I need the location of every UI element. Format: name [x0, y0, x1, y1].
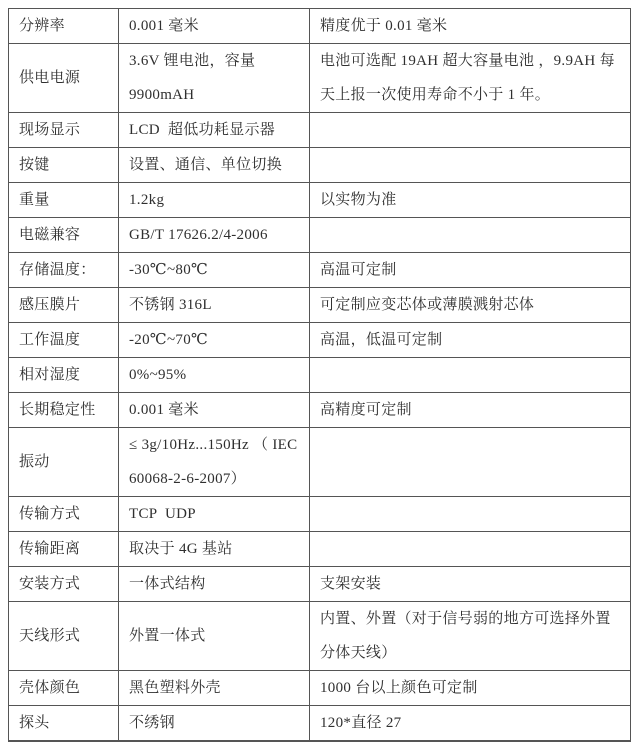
spec-value-cell: 取决于 4G 基站	[119, 532, 310, 567]
spec-value-cell: -20℃~70℃	[119, 323, 310, 358]
spec-note-cell	[310, 218, 631, 253]
spec-name-cell: 分辨率	[9, 9, 119, 44]
spec-value-cell: 外置一体式	[119, 602, 310, 671]
spec-name-cell: 现场显示	[9, 113, 119, 148]
spec-value-cell: 不绣钢	[119, 706, 310, 742]
spec-table	[8, 8, 631, 742]
spec-note-cell: 支架安装	[310, 567, 631, 602]
spec-note-cell	[310, 497, 631, 532]
spec-name-cell: 按键	[9, 148, 119, 183]
spec-note-cell: 1000 台以上颜色可定制	[310, 671, 631, 706]
spec-note-cell: 精度优于 0.01 毫米	[310, 9, 631, 44]
spec-name-cell: 壳体颜色	[9, 671, 119, 706]
spec-name-cell: 重量	[9, 183, 119, 218]
spec-note-cell	[310, 428, 631, 497]
table-row	[9, 671, 631, 706]
table-row	[9, 532, 631, 567]
spec-value-cell: 1.2kg	[119, 183, 310, 218]
spec-name-cell: 感压膜片	[9, 288, 119, 323]
spec-value-cell: 设置、通信、单位切换	[119, 148, 310, 183]
spec-value-cell: LCD 超低功耗显示器	[119, 113, 310, 148]
table-row	[9, 428, 631, 497]
table-row	[9, 183, 631, 218]
spec-value-cell: -30℃~80℃	[119, 253, 310, 288]
spec-value-cell: 0%~95%	[119, 358, 310, 393]
table-row	[9, 9, 631, 44]
spec-table-body	[9, 9, 631, 742]
table-row	[9, 113, 631, 148]
spec-value-cell: 0.001 毫米	[119, 9, 310, 44]
table-row	[9, 253, 631, 288]
spec-name-cell: 传输距离	[9, 532, 119, 567]
table-row	[9, 148, 631, 183]
spec-note-cell	[310, 358, 631, 393]
table-row	[9, 44, 631, 113]
spec-note-cell	[310, 148, 631, 183]
table-row	[9, 497, 631, 532]
table-row	[9, 323, 631, 358]
spec-value-cell: 一体式结构	[119, 567, 310, 602]
spec-note-cell: 高精度可定制	[310, 393, 631, 428]
table-row	[9, 706, 631, 742]
spec-value-cell: 不锈钢 316L	[119, 288, 310, 323]
spec-name-cell: 相对湿度	[9, 358, 119, 393]
spec-value-cell: ≤ 3g/10Hz...150Hz （ IEC 60068-2-6-2007）	[119, 428, 310, 497]
spec-note-cell: 高温，低温可定制	[310, 323, 631, 358]
spec-value-cell: 0.001 毫米	[119, 393, 310, 428]
spec-value-cell: TCP UDP	[119, 497, 310, 532]
spec-name-cell: 探头	[9, 706, 119, 742]
spec-name-cell: 传输方式	[9, 497, 119, 532]
spec-note-cell: 高温可定制	[310, 253, 631, 288]
spec-name-cell: 天线形式	[9, 602, 119, 671]
spec-name-cell: 长期稳定性	[9, 393, 119, 428]
spec-note-cell: 内置、外置（对于信号弱的地方可选择外置分体天线）	[310, 602, 631, 671]
table-row	[9, 218, 631, 253]
spec-value-cell: 黑色塑料外壳	[119, 671, 310, 706]
spec-value-cell: 3.6V 锂电池，容量 9900mAH	[119, 44, 310, 113]
spec-name-cell: 振动	[9, 428, 119, 497]
table-row	[9, 393, 631, 428]
spec-note-cell: 以实物为准	[310, 183, 631, 218]
spec-note-cell	[310, 532, 631, 567]
spec-note-cell: 120*直径 27	[310, 706, 631, 742]
table-row	[9, 288, 631, 323]
spec-name-cell: 电磁兼容	[9, 218, 119, 253]
spec-value-cell: GB/T 17626.2/4-2006	[119, 218, 310, 253]
spec-name-cell: 存储温度：	[9, 253, 119, 288]
table-row	[9, 358, 631, 393]
spec-name-cell: 工作温度	[9, 323, 119, 358]
spec-note-cell: 电池可选配 19AH 超大容量电池 ，9.9AH 每天上报一次使用寿命不小于 1 年。	[310, 44, 631, 113]
spec-note-cell: 可定制应变芯体或薄膜溅射芯体	[310, 288, 631, 323]
spec-name-cell: 安装方式	[9, 567, 119, 602]
spec-name-cell: 供电电源	[9, 44, 119, 113]
spec-note-cell	[310, 113, 631, 148]
table-row	[9, 602, 631, 671]
table-row	[9, 567, 631, 602]
